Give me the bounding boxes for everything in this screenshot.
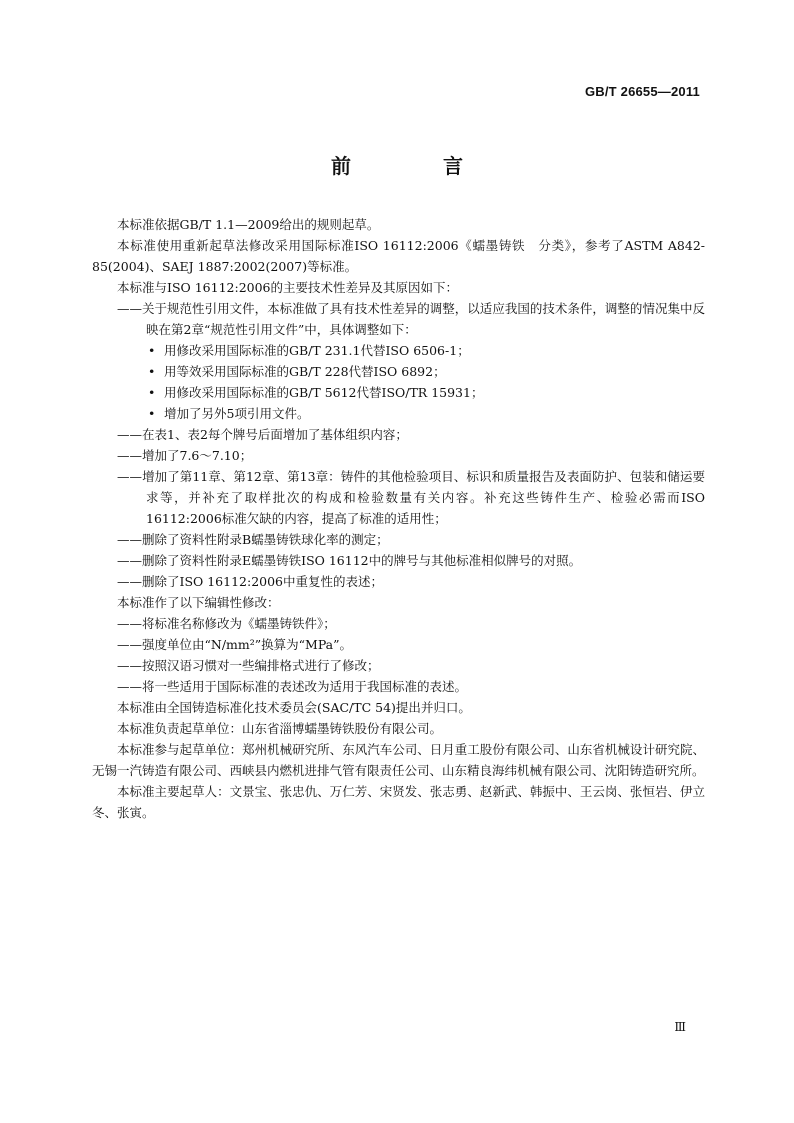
dash-item: ——按照汉语习惯对一些编排格式进行了修改； [117,658,380,673]
paragraph: 本标准依据GB/T 1.1—2009给出的规则起草。 [117,217,380,232]
dash-item: ——删除了资料性附录B蠕墨铸铁球化率的测定； [117,532,389,547]
page-number: Ⅲ [674,1020,686,1034]
dash-item: ——关于规范性引用文件，本标准做了具有技术性差异的调整，以适应我国的技术条件，调整的情况集中反映在第2章“规范性引用文件”中，具体调整如下： [117,301,705,337]
bullet-item [92,361,705,382]
bullet-text: 用等效采用国际标准的GB/T 228代替ISO 6892； [164,364,446,379]
paragraph: 本标准由全国铸造标准化技术委员会(SAC/TC 54)提出并归口。 [117,700,471,715]
dash-item: ——在表1、表2每个牌号后面增加了基体组织内容； [117,427,408,442]
dash-item: ——删除了资料性附录E蠕墨铸铁ISO 16112中的牌号与其他标准相似牌号的对照。 [117,553,582,568]
dash-item: ——增加了第11章、第12章、第13章：铸件的其他检验项目、标识和质量报告及表面防护、包装和储运要求等，并补充了取样批次的构成和检验数量有关内容。补充这些铸件生产、检验必需而ISO 16112:2006标准欠缺的内容，提高了标准的适用性； [117,469,705,526]
dash-item: ——将标准名称修改为《蠕墨铸铁件》； [117,616,336,631]
paragraph: 本标准主要起草人：文景宝、张忠仇、万仁芳、宋贤发、张志勇、赵新武、韩振中、王云岗、张恒岩、伊立冬、张寅。 [92,784,705,820]
page-title: 前 言 [331,154,499,178]
bullet-dot-icon: • [148,385,156,400]
paragraph: 本标准使用重新起草法修改采用国际标准ISO 16112:2006《蠕墨铸铁 分类》，参考了ASTM A842-85(2004)、SAEJ 1887:2002(2007)等标准。 [92,238,705,274]
paragraph: 本标准负责起草单位：山东省淄博蠕墨铸铁股份有限公司。 [117,721,443,736]
bullet-text: 增加了另外5项引用文件。 [164,406,310,421]
standard-code: GB/T 26655—2011 [584,84,700,99]
dash-item: ——将一些适用于国际标准的表述改为适用于我国标准的表述。 [117,679,468,694]
bullet-text: 用修改采用国际标准的GB/T 231.1代替ISO 6506-1； [164,343,470,358]
bullet-text: 用修改采用国际标准的GB/T 5612代替ISO/TR 15931； [164,385,484,400]
bullet-dot-icon: • [148,364,156,379]
paragraph: 本标准作了以下编辑性修改： [117,595,280,610]
bullet-dot-icon: • [148,343,156,358]
bullet-item [92,403,705,424]
bullet-item [92,340,705,361]
dash-item: ——强度单位由“N/mm²”换算为“MPa”。 [117,637,353,652]
bullet-dot-icon: • [148,406,156,421]
paragraph: 本标准与ISO 16112:2006的主要技术性差异及其原因如下： [117,280,459,295]
document-body [92,214,705,823]
dash-item: ——增加了7.6～7.10； [117,448,253,463]
bullet-item [92,382,705,403]
paragraph: 本标准参与起草单位：郑州机械研究所、东风汽车公司、日月重工股份有限公司、山东省机械设计研究院、无锡一汽铸造有限公司、西峡县内燃机进排气管有限责任公司、山东精良海纬机械有限公司、沈阳铸造研究所。 [92,742,705,778]
dash-item: ——删除了ISO 16112:2006中重复性的表述； [117,574,384,589]
